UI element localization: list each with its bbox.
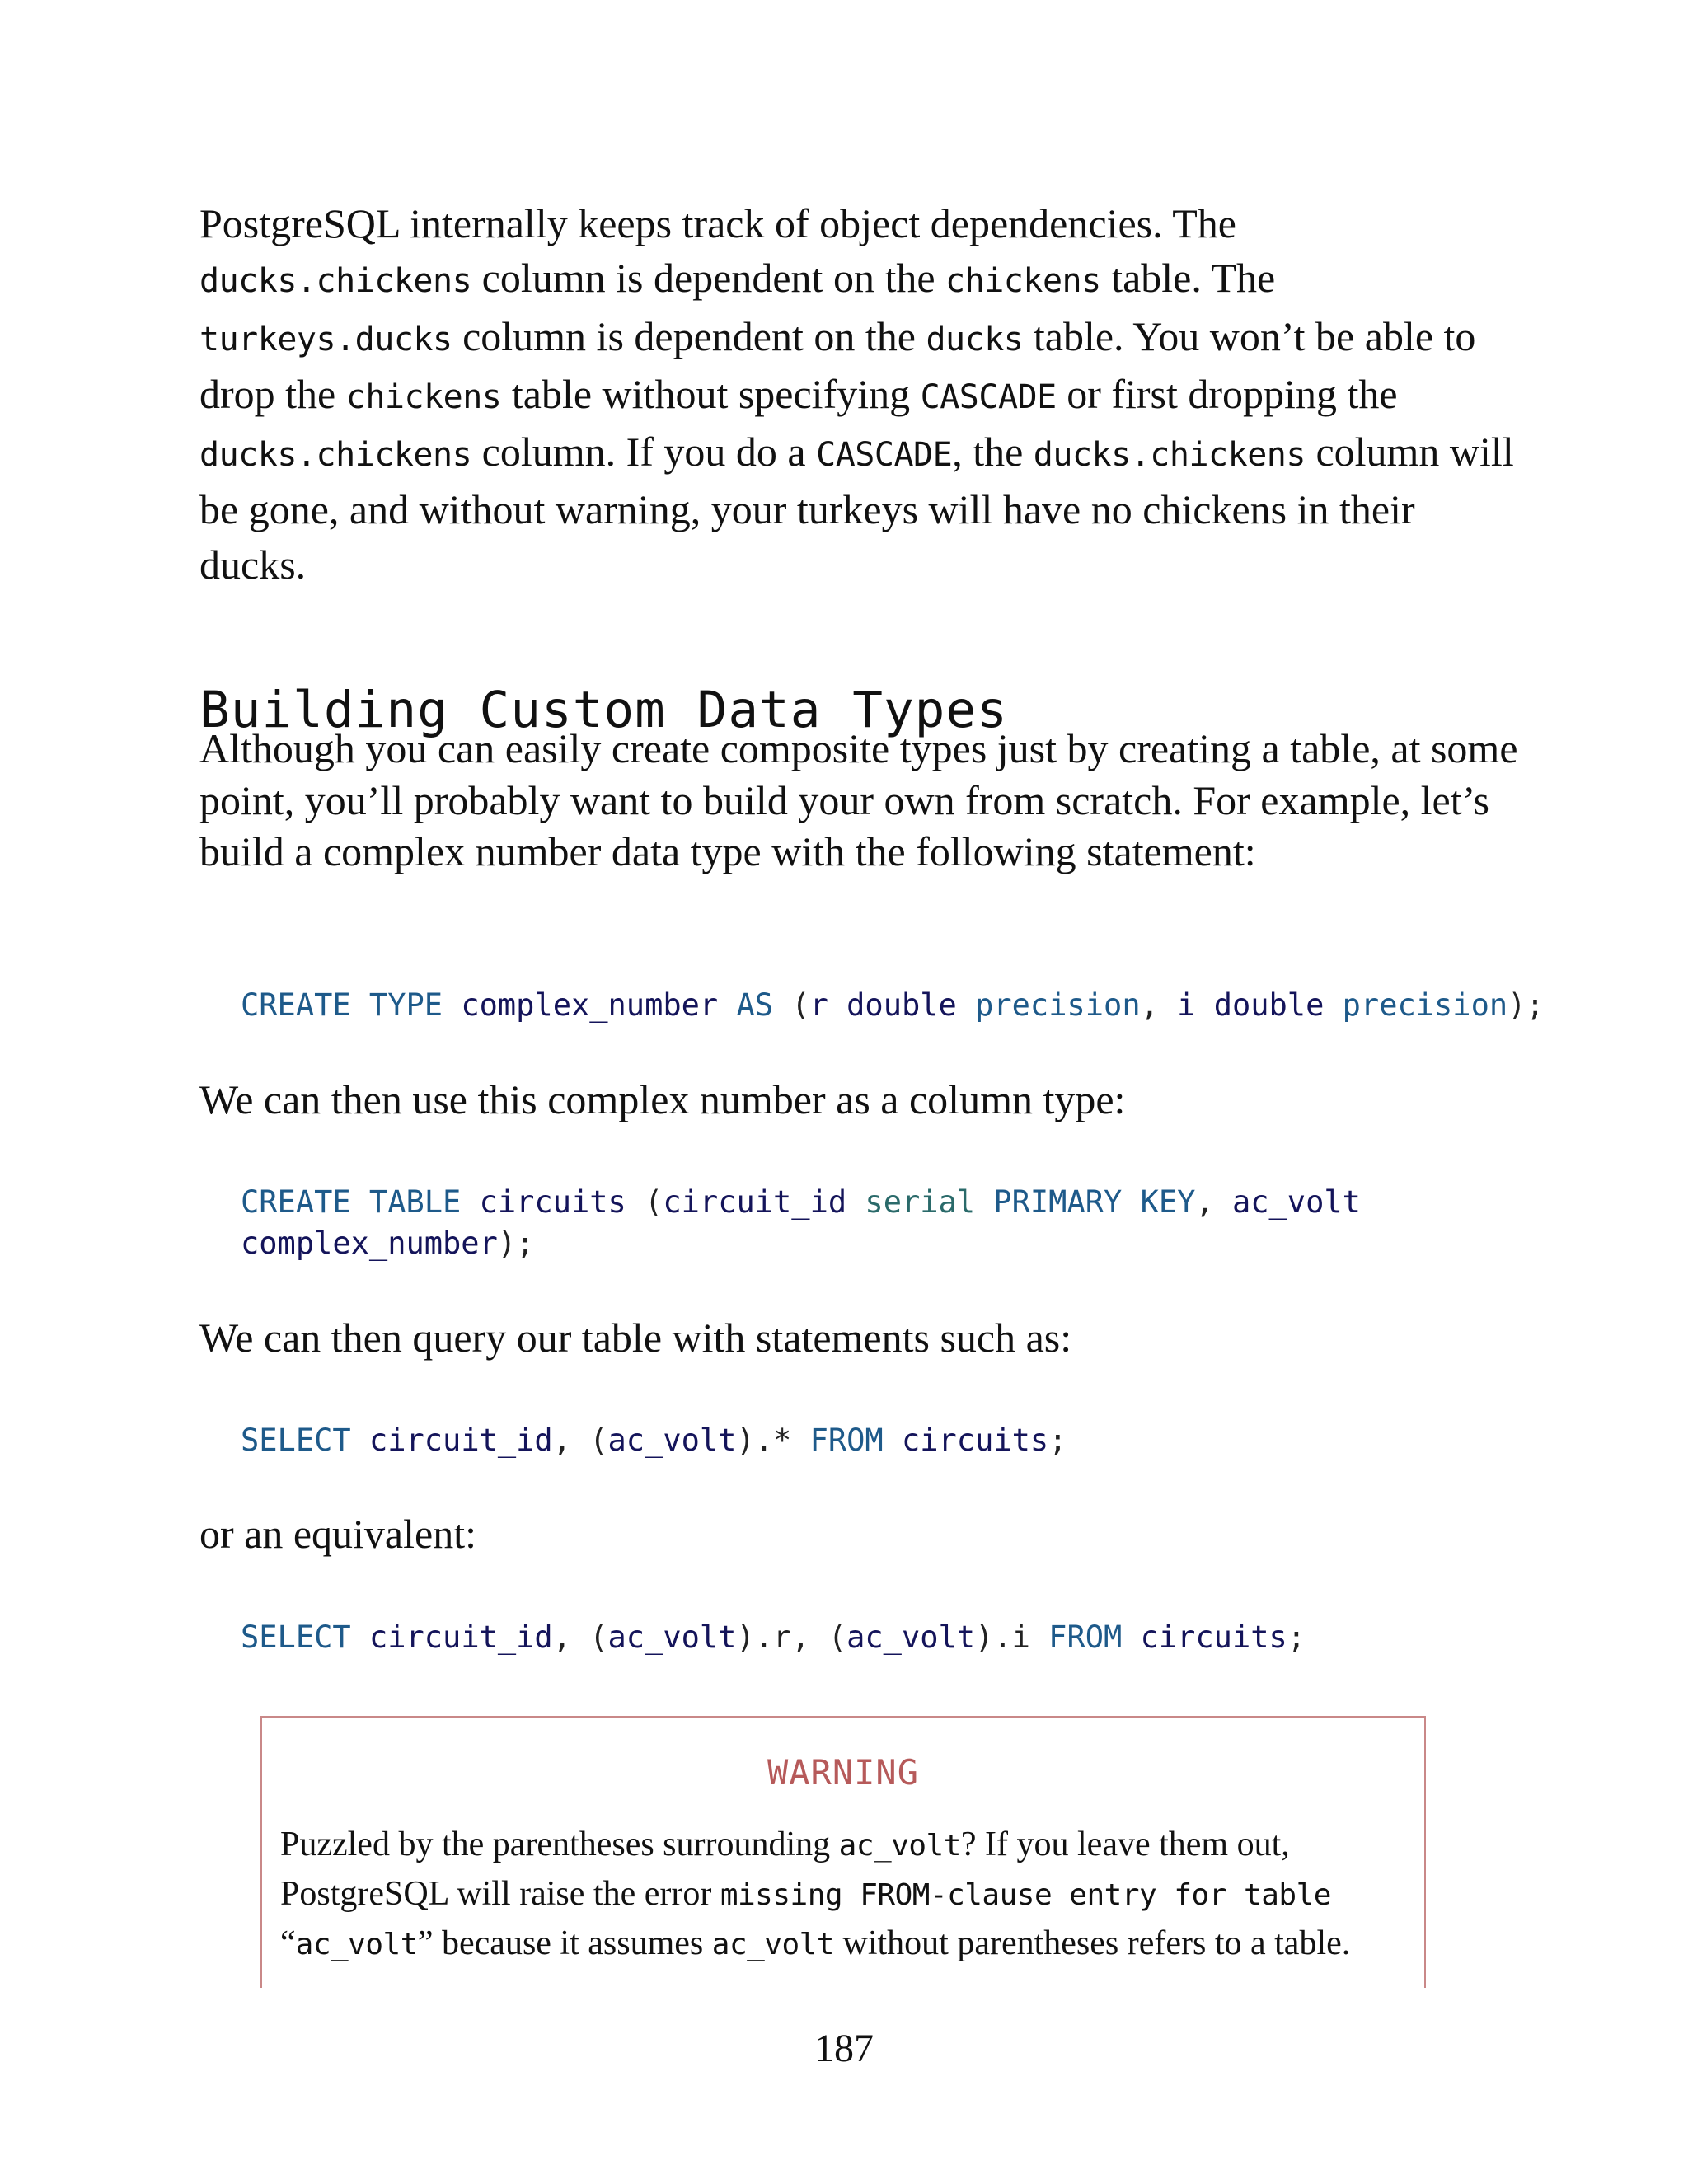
- inline-code: ducks.chickens: [199, 262, 472, 301]
- inline-code: chickens: [345, 377, 502, 416]
- warning-callout: [260, 1716, 1426, 1988]
- code-token: , (: [791, 1619, 847, 1655]
- page-number: 187: [814, 2027, 874, 2070]
- code-token: PRIMARY KEY: [993, 1184, 1196, 1220]
- text-span: , the: [952, 429, 1034, 476]
- code-token: circuits: [1140, 1619, 1287, 1655]
- text-span: column will be gone, and without warning, your turkeys will have no chickens in their ducks.: [199, 429, 1514, 588]
- code-token: SELECT: [241, 1422, 351, 1458]
- inline-code: ac_volt: [711, 1928, 834, 1961]
- code-token: complex_number: [461, 987, 719, 1023]
- code-token: ,: [1195, 1184, 1214, 1220]
- code-token: CREATE TYPE: [241, 987, 443, 1023]
- code-token: circuit_id: [663, 1184, 847, 1220]
- code-block-create-table: [241, 1182, 1361, 1264]
- text-span: without parentheses refers to a table.: [833, 1924, 1351, 1962]
- text-span: table. The: [1100, 255, 1276, 302]
- code-token: (: [645, 1184, 663, 1220]
- code-token: ac_volt: [607, 1422, 737, 1458]
- code-token: AS: [736, 987, 774, 1023]
- inline-code: turkeys.ducks: [199, 320, 452, 359]
- inline-code: CASCADE: [816, 436, 953, 475]
- code-token: FROM: [809, 1422, 884, 1458]
- code-token: CREATE TABLE: [241, 1184, 462, 1220]
- code-token: );: [1507, 987, 1545, 1023]
- text-equivalent: or an equivalent:: [199, 1511, 476, 1557]
- code-token: r double: [809, 987, 957, 1023]
- code-token: precision: [975, 987, 1141, 1023]
- warning-text: [280, 1821, 1418, 1969]
- code-token: i double: [1177, 987, 1325, 1023]
- inline-code: ducks: [926, 320, 1024, 359]
- paragraph-dependencies: [199, 196, 1518, 592]
- text-span: table. You won’t be able to drop the: [199, 312, 1476, 417]
- code-block-select-star: [241, 1420, 1067, 1461]
- code-token: ac_volt: [607, 1619, 737, 1655]
- warning-title: WARNING: [767, 1752, 919, 1793]
- code-token: , (: [552, 1422, 608, 1458]
- text-span: table without specifying: [501, 370, 921, 417]
- text-span: column is dependent on the: [471, 255, 946, 302]
- inline-code: ducks.chickens: [199, 436, 472, 475]
- code-token: FROM: [1048, 1619, 1123, 1655]
- inline-code: CASCADE: [920, 377, 1057, 416]
- code-token: circuit_id: [368, 1619, 553, 1655]
- code-token: ).r: [736, 1619, 792, 1655]
- text-span: column. If you do a: [471, 429, 817, 476]
- code-token: ,: [1140, 987, 1159, 1023]
- code-token: ;: [1287, 1619, 1306, 1655]
- inline-code: chickens: [945, 262, 1101, 301]
- text-span: Puzzled by the parentheses surrounding: [280, 1825, 839, 1863]
- inline-code: ducks.chickens: [1033, 436, 1306, 475]
- code-block-select-fields: [241, 1617, 1306, 1658]
- inline-code: missing FROM-clause entry for table: [720, 1878, 1331, 1912]
- code-token: SELECT: [241, 1619, 351, 1655]
- paragraph-composite-types: Although you can easily create composite types just by creating a table, at some point, you’ll probably want to build your own from scratch. For example, let’s build a complex number data type with the following statement:: [199, 725, 1518, 874]
- code-token: (: [791, 987, 810, 1023]
- code-token: , (: [552, 1619, 608, 1655]
- text-span: ” because it assumes: [417, 1924, 712, 1962]
- text-query-intro: We can then query our table with statements such as:: [199, 1315, 1072, 1361]
- code-token: ).i: [975, 1619, 1030, 1655]
- text-column-type: We can then use this complex number as a column type:: [199, 1076, 1126, 1122]
- code-token: complex_number: [241, 1226, 498, 1261]
- code-token: ac_volt: [846, 1619, 976, 1655]
- code-block-create-type: [241, 985, 1545, 1026]
- text-span: column is dependent on the: [452, 312, 926, 359]
- code-token: serial: [865, 1184, 976, 1220]
- text-span: PostgreSQL internally keeps track of object dependencies. The: [199, 200, 1236, 246]
- code-token: circuits: [479, 1184, 626, 1220]
- inline-code: ac_volt: [295, 1928, 418, 1961]
- section-heading: Building Custom Data Types: [199, 680, 1008, 739]
- code-token: circuits: [901, 1422, 1049, 1458]
- code-token: circuit_id: [368, 1422, 553, 1458]
- text-span: or first dropping the: [1056, 370, 1398, 417]
- inline-code: ac_volt: [838, 1829, 961, 1863]
- code-token: precision: [1342, 987, 1508, 1023]
- code-token: ;: [1048, 1422, 1067, 1458]
- code-token: );: [497, 1226, 535, 1261]
- text-span: ? If you leave them out, PostgreSQL will raise the error: [280, 1825, 1290, 1913]
- code-token: ).*: [736, 1422, 792, 1458]
- text-span: “: [280, 1924, 296, 1962]
- code-token: ac_volt: [1231, 1184, 1361, 1220]
